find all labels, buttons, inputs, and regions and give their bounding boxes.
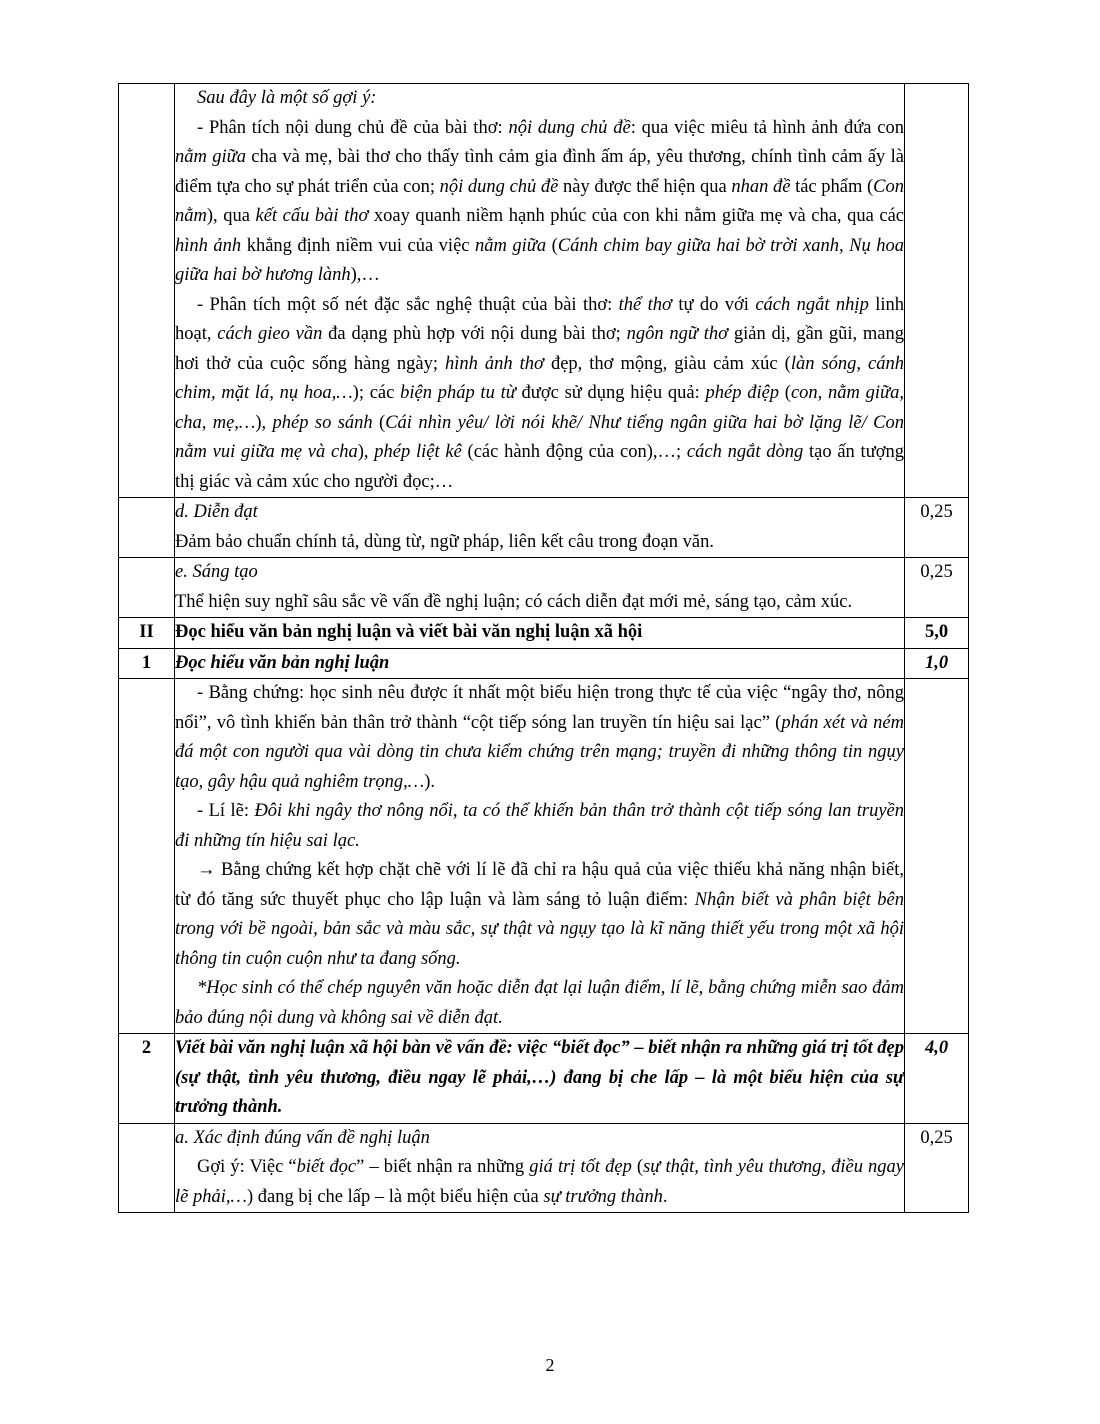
table-row — [119, 648, 969, 679]
suggestion-intro: Sau đây là một số gợi ý: — [197, 88, 377, 108]
cell-points: 0,25 — [905, 1123, 969, 1213]
paragraph-theme: - Phân tích nội dung chủ đề của bài thơ: nội dung chủ đề: qua việc miêu tả hình ảnh đứa con nằm giữa cha và mẹ, bài thơ cho thấy tình cảm gia đình ấm áp, yêu thương, chính tình cảm ấy là điểm tựa cho sự phát triển của con; nội dung chủ đề này được thể hiện qua nhan đề tác phẩm (Con nằm), qua kết cấu bài thơ xoay quanh niềm hạnh phúc của con khi nằm giữa mẹ và cha, qua các hình ảnh khẳng định niềm vui của việc nằm giữa (Cánh chim bay giữa hai bờ trời xanh, Nụ hoa giữa hai bờ hương lành),… — [175, 117, 905, 285]
cell-points-empty — [905, 679, 969, 1034]
criterion-a-title: a. Xác định đúng vấn đề nghị luận — [175, 1127, 430, 1148]
cell-points: 5,0 — [905, 618, 969, 649]
paragraph-note: *Học sinh có thể chép nguyên văn hoặc diễn đạt lại luận điểm, lí lẽ, bằng chứng miễn sao đảm bảo đúng nội dung và không sai về diễn đạt. — [175, 978, 904, 1028]
cell-num-empty — [119, 84, 175, 498]
table-row — [119, 84, 969, 498]
table-row — [119, 498, 969, 558]
question-number: 1 — [119, 648, 175, 679]
cell-points: 0,25 — [905, 558, 969, 618]
cell-content — [175, 84, 905, 498]
question-title: Đọc hiểu văn bản nghị luận — [175, 648, 905, 679]
paragraph-art: - Phân tích một số nét đặc sắc nghệ thuật của bài thơ: thể thơ tự do với cách ngắt nhịp linh hoạt, cách gieo vần đa dạng phù hợp với nội dung bài thơ; ngôn ngữ thơ giản dị, gần gũi, mang hơi thở của cuộc sống hàng ngày; hình ảnh thơ đẹp, thơ mộng, giàu cảm xúc (làn sóng, cánh chim, mặt lá, nụ hoa,…); các biện pháp tu từ được sử dụng hiệu quả: phép điệp (con, nằm giữa, cha, mẹ,…), phép so sánh (Cái nhìn yêu/ lời nói khẽ/ Như tiếng ngân giữa hai bờ lặng lẽ/ Con nằm vui giữa mẹ và cha), phép liệt kê (các hành động của con),…; cách ngắt dòng tạo ấn tượng thị giác và cảm xúc cho người đọc;… — [175, 294, 905, 492]
table-row — [119, 1123, 969, 1213]
criterion-d-title: d. Diễn đạt — [175, 502, 258, 522]
answer-key-table — [118, 83, 969, 1213]
criterion-d-text: Đảm bảo chuẩn chính tả, dùng từ, ngữ pháp, liên kết câu trong đoạn văn. — [175, 531, 714, 552]
criterion-a-text: Gợi ý: Việc “biết đọc” – biết nhận ra những giá trị tốt đẹp (sự thật, tình yêu thương, điều ngay lẽ phải,…) đang bị che lấp – là một biểu hiện của sự trưởng thành. — [175, 1157, 905, 1207]
cell-num-empty — [119, 1123, 175, 1213]
question-title: Viết bài văn nghị luận xã hội bàn về vấn đề: việc “biết đọc” – biết nhận ra những giá trị tốt đẹp (sự thật, tình yêu thương, điều ngay lẽ phải,…) đang bị che lấp – là một biểu hiện của sự trưởng thành. — [175, 1034, 905, 1124]
cell-content — [175, 498, 905, 558]
paragraph-evidence: - Bằng chứng: học sinh nêu được ít nhất một biểu hiện trong thực tế của việc “ngây thơ, nông nổi”, vô tình khiến bản thân trở thành “cột tiếp sóng lan truyền tín hiệu sai lạc” (phán xét và ném đá một con người qua vài dòng tin chưa kiểm chứng trên mạng; truyền đi những thông tin ngụy tạo, gây hậu quả nghiêm trọng,…). — [175, 683, 904, 792]
cell-content — [175, 1123, 905, 1213]
cell-points: 0,25 — [905, 498, 969, 558]
cell-content — [175, 679, 905, 1034]
table-row — [119, 618, 969, 649]
criterion-e-title: e. Sáng tạo — [175, 562, 258, 582]
paragraph-conclusion: → Bằng chứng kết hợp chặt chẽ với lí lẽ đã chỉ ra hậu quả của việc thiếu khả năng nhận biết, từ đó tăng sức thuyết phục cho lập luận và làm sáng tỏ luận điểm: Nhận biết và phân biệt bên trong với bề ngoài, bản sắc và màu sắc, sự thật và ngụy tạo là kĩ năng thiết yếu trong một xã hội thông tin cuộn cuộn như ta đang sống. — [175, 860, 904, 969]
table-row — [119, 558, 969, 618]
question-number: 2 — [119, 1034, 175, 1124]
cell-content — [175, 558, 905, 618]
page-number: 2 — [545, 1355, 555, 1375]
cell-num-empty — [119, 498, 175, 558]
cell-num-empty — [119, 558, 175, 618]
table-row — [119, 679, 969, 1034]
section-title: Đọc hiểu văn bản nghị luận và viết bài văn nghị luận xã hội — [175, 618, 905, 649]
cell-points-empty — [905, 84, 969, 498]
cell-points: 1,0 — [905, 648, 969, 679]
cell-points: 4,0 — [905, 1034, 969, 1124]
section-number: II — [119, 618, 175, 649]
cell-num-empty — [119, 679, 175, 1034]
paragraph-reason: - Lí lẽ: Đôi khi ngây thơ nông nổi, ta có thể khiến bản thân trở thành cột tiếp sóng lan truyền đi những tín hiệu sai lạc. — [175, 801, 905, 851]
table-row — [119, 1034, 969, 1124]
criterion-e-text: Thể hiện suy nghĩ sâu sắc về vấn đề nghị luận; có cách diễn đạt mới mẻ, sáng tạo, cảm xúc. — [175, 591, 853, 612]
